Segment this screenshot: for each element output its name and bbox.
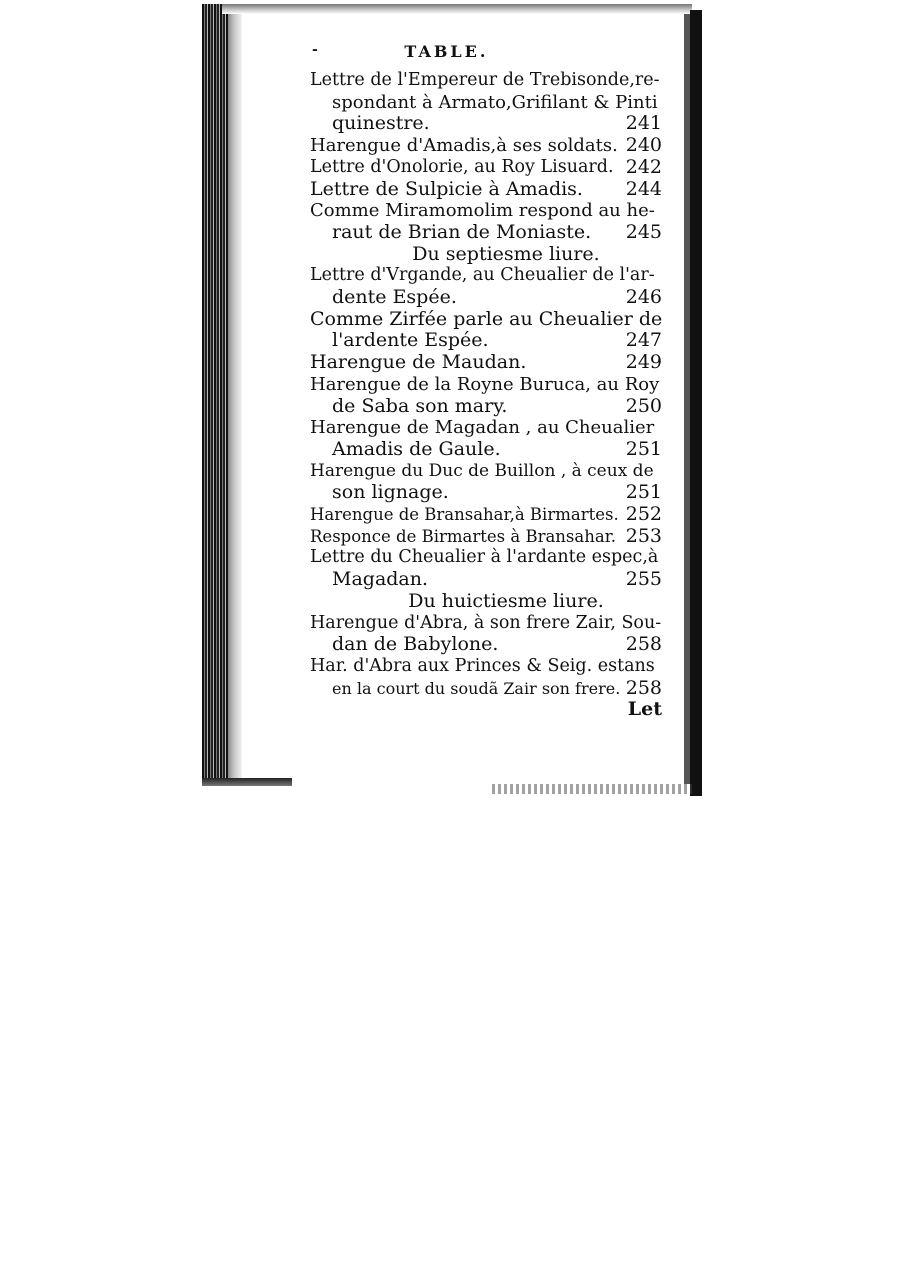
table-of-contents — [310, 70, 662, 721]
entry-line: Harengue de Bransahar,à Birmartes. — [310, 505, 619, 525]
section-heading — [310, 244, 662, 266]
entry-line: Lettre de l'Empereur de Trebisonde,re- — [310, 70, 660, 90]
entry-line: Lettre d'Onolorie, au Roy Lisuard. — [310, 156, 614, 177]
entry-line: Harengue de la Royne Buruca, au Roy — [310, 373, 660, 395]
page-number: 241 — [625, 112, 662, 135]
toc-entry — [310, 179, 662, 201]
scanned-page — [202, 4, 702, 794]
toc-entry — [310, 309, 662, 352]
toc-entry — [310, 352, 662, 374]
entry-line: Comme Miramomolim respond au he- — [310, 200, 655, 222]
entry-line: Lettre du Cheualier à l'ardante espec,à — [310, 547, 659, 568]
entry-line: de Saba son mary. — [332, 394, 508, 417]
top-page-edge — [222, 4, 692, 14]
entry-line: Lettre d'Vrgande, au Cheualier de l'ar- — [310, 265, 655, 286]
entry-line: quinestre. — [332, 112, 430, 135]
entry-line: Harengue d'Abra, à son frere Zair, Sou- — [310, 612, 662, 633]
right-edge-shadow — [684, 14, 690, 784]
page-number: 251 — [625, 437, 662, 460]
catchword: Let — [627, 698, 662, 721]
entry-line: Harengue de Maudan. — [310, 351, 527, 374]
page-number: 251 — [625, 481, 662, 504]
page-number: 244 — [625, 177, 662, 200]
entry-line: son lignage. — [332, 481, 449, 504]
page-number: 246 — [625, 286, 662, 309]
toc-entry — [310, 265, 662, 308]
entry-line: dente Espée. — [332, 286, 457, 309]
page-number: 249 — [625, 351, 662, 374]
entry-line: Comme Zirfée parle au Cheualier de — [310, 307, 663, 330]
page-number: 252 — [625, 503, 662, 526]
entry-line: dan de Babylone. — [332, 633, 499, 656]
entry-line: spondant à Armato,Grifilant & Pinti — [332, 91, 658, 113]
entry-line: raut de Brian de Moniaste. — [332, 220, 592, 243]
entry-line: Magadan. — [332, 568, 429, 591]
toc-entry — [310, 157, 662, 179]
toc-entry — [310, 70, 662, 135]
toc-entry — [310, 417, 662, 460]
page-number: 253 — [625, 524, 662, 547]
entry-line: Harengue du Duc de Buillon , à ceux de — [310, 460, 654, 481]
bottom-scan-noise — [492, 784, 692, 794]
catchword-row — [310, 699, 662, 721]
bottom-page-edge — [202, 778, 292, 786]
page-number: 242 — [625, 155, 662, 178]
gutter-shadow — [228, 4, 242, 784]
section-heading — [310, 591, 662, 613]
entry-line: Responce de Birmartes à Bransahar. — [310, 526, 617, 546]
toc-entry — [310, 374, 662, 417]
section-title: Du septiesme liure. — [412, 242, 600, 265]
entry-line: Amadis de Gaule. — [332, 437, 501, 460]
toc-entry — [310, 656, 662, 699]
entry-line: Harengue de Magadan , au Cheualier — [310, 417, 655, 439]
entry-line: l'ardente Espée. — [332, 329, 489, 352]
toc-entry — [310, 200, 662, 243]
page-number: 240 — [625, 134, 662, 157]
entry-line: Har. d'Abra aux Princes & Seig. estans — [310, 655, 655, 676]
entry-line: en la court du soudã Zair son frere. — [332, 678, 621, 698]
page-number: 247 — [625, 329, 662, 352]
page-number: 258 — [625, 676, 662, 699]
toc-entry — [310, 461, 662, 504]
page-number: 245 — [625, 220, 662, 243]
page-header — [312, 42, 572, 61]
toc-entry — [310, 526, 662, 548]
toc-entry — [310, 613, 662, 656]
page-number: 250 — [625, 394, 662, 417]
page-number: 255 — [625, 568, 662, 591]
page-number: 258 — [625, 633, 662, 656]
entry-line: Harengue d'Amadis,à ses soldats. — [310, 135, 618, 157]
running-title: TABLE. — [404, 42, 489, 61]
folio-mark: - — [312, 42, 321, 58]
section-title: Du huictiesme liure. — [408, 589, 604, 612]
right-page-edge — [690, 10, 702, 796]
toc-entry — [310, 547, 662, 590]
toc-entry — [310, 504, 662, 526]
toc-entry — [310, 135, 662, 157]
entry-line: Lettre de Sulpicie à Amadis. — [310, 177, 583, 200]
binding-gutter — [202, 4, 228, 784]
